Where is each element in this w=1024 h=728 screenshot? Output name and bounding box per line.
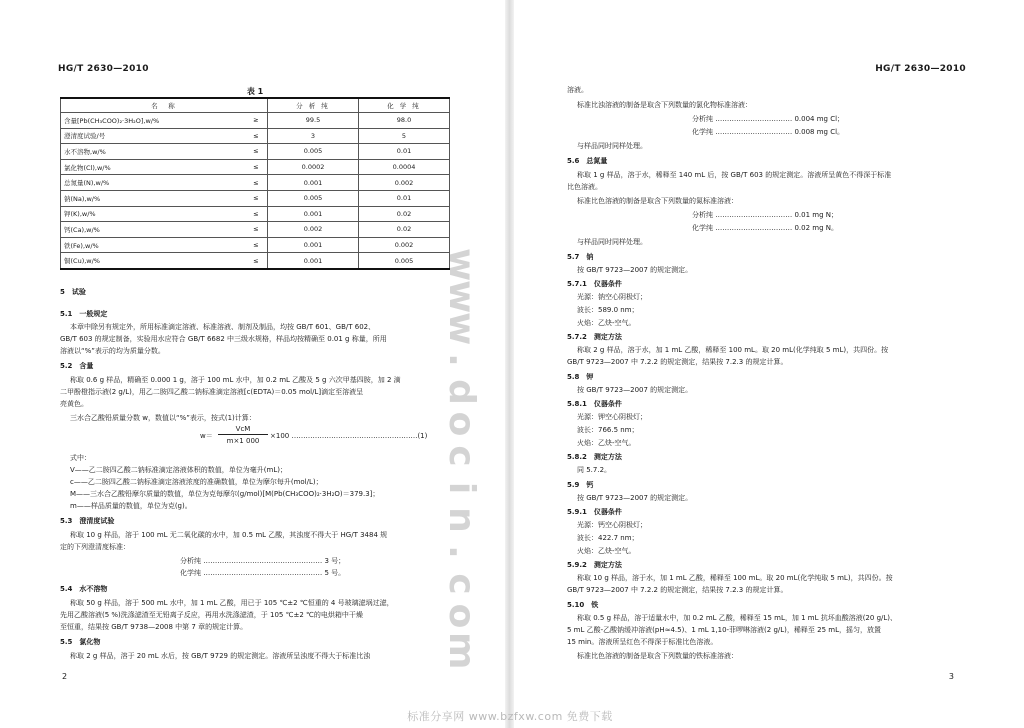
table-cell-ar: 0.002 bbox=[268, 222, 359, 238]
s52-line-2: 二甲酚橙指示液(2 g/L)，用乙二胺四乙酸二钠标准滴定溶液[c(EDTA)＝0.05 mol/L]滴定至溶液呈 bbox=[60, 388, 364, 396]
r-line-1: 溶液。 bbox=[567, 86, 588, 94]
table-cell-name: 钾(K),w/% bbox=[61, 206, 246, 222]
r-line-5: 与样品同时同样处理。 bbox=[577, 142, 647, 150]
section-5-2-title: 5.2 含量 bbox=[60, 362, 94, 370]
formula-lhs: w＝ bbox=[200, 432, 213, 440]
table-cell-operator: ≤ bbox=[245, 144, 268, 160]
table-cell-name: 总氮量(N),w/% bbox=[61, 175, 246, 191]
table-header-row bbox=[61, 98, 450, 113]
table-cell-operator: ≤ bbox=[245, 128, 268, 144]
table-caption: 表 1 bbox=[246, 87, 264, 96]
table-cell-name: 铜(Cu),w/% bbox=[61, 253, 246, 269]
s592-line-2: GB/T 9723—2007 中 7.2.2 的规定测定，结果按 7.2.3 的规定计算。 bbox=[567, 586, 788, 594]
s55-line-1: 称取 2 g 样品，溶于 20 mL 水后，按 GB/T 9729 的规定测定。溶液所呈浊度不得大于标准比浊 bbox=[70, 652, 371, 660]
table-cell-ar: 0.001 bbox=[268, 175, 359, 191]
right-page bbox=[512, 0, 1024, 728]
left-page bbox=[0, 0, 508, 728]
table-cell-cp: 0.002 bbox=[359, 175, 450, 191]
section-5-7-title: 5.7 钠 bbox=[567, 253, 594, 261]
s51-line-1: 本章中除另有规定外，所用标准滴定溶液、标准溶液、制剂及制品，均按 GB/T 601、GB/T 602、 bbox=[70, 323, 376, 331]
table-cell-name: 钠(Na),w/% bbox=[61, 190, 246, 206]
watermark-char: o bbox=[441, 411, 482, 437]
s591-line-2: 波长：422.7 nm； bbox=[577, 534, 639, 542]
formula-tail: ×100 ………………………………………………(1) bbox=[270, 432, 428, 440]
left-page-header: HG/T 2630—2010 bbox=[58, 64, 149, 74]
watermark-char: w bbox=[441, 248, 482, 282]
r-line-2: 标准比浊溶液的制备是取含下列数量的氯化物标准溶液： bbox=[577, 101, 752, 109]
table-row bbox=[61, 237, 450, 253]
column-header-name: 名 称 bbox=[61, 98, 268, 113]
s53-line-1: 称取 10 g 样品，溶于 100 mL 无二氧化碳的水中，加 0.5 mL 乙酸，其浊度不得大于 HG/T 3484 规 bbox=[70, 531, 388, 539]
s572-line-2: GB/T 9723—2007 中 7.2.2 的规定测定，结果按 7.2.3 的规定计算。 bbox=[567, 358, 788, 366]
s510-line-2: 5 mL 乙酸-乙酸钠缓冲溶液(pH≈4.5)、1 mL 1,10-菲啰啉溶液(2 g/L)，稀释至 25 mL，摇匀，放置 bbox=[567, 626, 881, 634]
s571-line-3: 火焰：乙炔-空气。 bbox=[577, 319, 636, 327]
s57-line-1: 按 GB/T 9723—2007 的规定测定。 bbox=[577, 266, 693, 274]
table-cell-name: 氯化物(Cl),w/% bbox=[61, 159, 246, 175]
table-cell-cp: 0.005 bbox=[359, 253, 450, 269]
var-v: V——乙二胺四乙酸二钠标准滴定溶液体积的数值，单位为毫升(mL)； bbox=[70, 466, 287, 474]
table-cell-ar: 0.001 bbox=[268, 237, 359, 253]
table-row bbox=[61, 113, 450, 129]
section-5-8-title: 5.8 钾 bbox=[567, 373, 594, 381]
right-page-header: HG/T 2630—2010 bbox=[875, 64, 966, 74]
watermark-char: n bbox=[441, 507, 482, 533]
watermark-char: . bbox=[441, 545, 482, 559]
s571-line-2: 波长：589.0 nm； bbox=[577, 306, 639, 314]
table-cell-cp: 0.0004 bbox=[359, 159, 450, 175]
section-5-10-title: 5.10 铁 bbox=[567, 601, 599, 609]
table-cell-operator: ≤ bbox=[245, 175, 268, 191]
section-5-9-2-title: 5.9.2 测定方法 bbox=[567, 561, 622, 569]
table-cell-cp: 98.0 bbox=[359, 113, 450, 129]
section-5-title: 5 试验 bbox=[60, 288, 86, 296]
section-5-1-title: 5.1 一般规定 bbox=[60, 310, 108, 318]
table-cell-ar: 0.0002 bbox=[268, 159, 359, 175]
table-row bbox=[61, 253, 450, 269]
s571-line-1: 光源：钠空心阴极灯； bbox=[577, 293, 647, 301]
s591-line-3: 火焰：乙炔-空气。 bbox=[577, 547, 636, 555]
s581-line-1: 光源：钾空心阴极灯； bbox=[577, 413, 647, 421]
s54-line-3: 至恒重，结果按 GB/T 9738—2008 中第 7 章的规定计算。 bbox=[60, 623, 248, 631]
table-cell-operator: ≤ bbox=[245, 190, 268, 206]
s56-ar: 分析纯 …………………………… 0.01 mg N； bbox=[692, 211, 838, 219]
table-cell-cp: 0.01 bbox=[359, 144, 450, 160]
section-5-3-title: 5.3 澄清度试验 bbox=[60, 517, 115, 525]
table-cell-cp: 0.01 bbox=[359, 190, 450, 206]
watermark-char: c bbox=[441, 573, 482, 595]
section-5-6-title: 5.6 总氮量 bbox=[567, 157, 608, 165]
s53-line-2: 定的下列澄清度标准： bbox=[60, 543, 130, 551]
table-cell-operator: ≤ bbox=[245, 159, 268, 175]
s56-line-1: 称取 1 g 样品，溶于水，稀释至 140 mL 后，按 GB/T 603 的规定测定。溶液所呈黄色不得深于标准 bbox=[577, 171, 892, 179]
table-row bbox=[61, 206, 450, 222]
table-cell-operator: ≤ bbox=[245, 253, 268, 269]
docin-watermark bbox=[441, 248, 482, 670]
r-cl-cp: 化学纯 …………………………… 0.008 mg Cl。 bbox=[692, 128, 845, 136]
section-5-9-title: 5.9 钙 bbox=[567, 481, 594, 489]
s582-line-1: 同 5.7.2。 bbox=[577, 466, 612, 474]
table-cell-name: 钙(Ca),w/% bbox=[61, 222, 246, 238]
s53-cp: 化学纯 …………………………………………… 5 号。 bbox=[180, 569, 346, 577]
table-row bbox=[61, 144, 450, 160]
section-5-4-title: 5.4 水不溶物 bbox=[60, 585, 108, 593]
s51-line-3: 溶液以“%”表示的均为质量分数。 bbox=[60, 347, 165, 355]
table-cell-ar: 99.5 bbox=[268, 113, 359, 129]
column-header-ar: 分 析 纯 bbox=[268, 98, 359, 113]
formula-where: 式中： bbox=[70, 454, 91, 462]
s510-line-3: 15 min。溶液所呈红色不得深于标准比色溶液。 bbox=[567, 638, 718, 646]
section-5-8-1-title: 5.8.1 仪器条件 bbox=[567, 400, 622, 408]
s52-line-1: 称取 0.6 g 样品，精确至 0.000 1 g，溶于 100 mL 水中，加 0.2 mL 乙酸及 5 g 六次甲基四胺，加 2 滴 bbox=[70, 376, 401, 384]
formula-numerator: VcM bbox=[218, 424, 268, 435]
table-cell-name: 澄清度试验/号 bbox=[61, 128, 246, 144]
section-5-7-1-title: 5.7.1 仪器条件 bbox=[567, 280, 622, 288]
table-cell-operator: ≤ bbox=[245, 222, 268, 238]
table-cell-operator: ≤ bbox=[245, 206, 268, 222]
r-cl-ar: 分析纯 …………………………… 0.004 mg Cl； bbox=[692, 115, 845, 123]
table-cell-ar: 0.005 bbox=[268, 144, 359, 160]
s572-line-1: 称取 2 g 样品，溶于水，加 1 mL 乙酸，稀释至 100 mL。取 20 mL(化学纯取 5 mL)，共四份。按 bbox=[577, 346, 889, 354]
footer-banner: 标准分享网 www.bzfxw.com 免费下载 bbox=[407, 710, 613, 723]
s58-line-1: 按 GB/T 9723—2007 的规定测定。 bbox=[577, 386, 693, 394]
spec-table bbox=[60, 97, 450, 270]
var-M: M——三水合乙酸铅摩尔质量的数值，单位为克每摩尔(g/mol)[M(Pb(CH₃COO)₂·3H₂O)＝379.3]； bbox=[70, 490, 380, 498]
section-5-8-2-title: 5.8.2 测定方法 bbox=[567, 453, 622, 461]
table-cell-ar: 0.005 bbox=[268, 190, 359, 206]
s592-line-1: 称取 10 g 样品，溶于水，加 1 mL 乙酸，稀释至 100 mL。取 20 mL(化学纯取 5 mL)，共四份。按 bbox=[577, 574, 893, 582]
left-page-number: 2 bbox=[62, 672, 68, 681]
s54-line-2: 先用乙酸溶液(5 %)洗涤滤渣至无铅离子反应，再用水洗涤滤渣，于 105 ℃±2 ℃的电烘箱中干燥 bbox=[60, 611, 363, 619]
table-row bbox=[61, 222, 450, 238]
section-5-5-title: 5.5 氯化物 bbox=[60, 638, 101, 646]
s56-line-2: 比色溶液。 bbox=[567, 183, 602, 191]
table-cell-ar: 0.001 bbox=[268, 253, 359, 269]
s51-line-2: GB/T 603 的规定制备，实验用水应符合 GB/T 6682 中三级水规格，样品均按精确至 0.01 g 称量，所用 bbox=[60, 335, 387, 343]
table-row bbox=[61, 190, 450, 206]
watermark-char: w bbox=[441, 280, 482, 314]
s510-line-4: 标准比色溶液的制备是取含下列数量的铁标准溶液： bbox=[577, 652, 738, 660]
table-row bbox=[61, 128, 450, 144]
var-c: c——乙二胺四乙酸二钠标准滴定溶液浓度的准确数值，单位为摩尔每升(mol/L)； bbox=[70, 478, 323, 486]
table-cell-name: 铁(Fe),w/% bbox=[61, 237, 246, 253]
section-5-9-1-title: 5.9.1 仪器条件 bbox=[567, 508, 622, 516]
watermark-char: i bbox=[441, 481, 482, 495]
formula-denominator: m×1 000 bbox=[226, 437, 260, 445]
var-m: m——样品质量的数值，单位为克(g)。 bbox=[70, 502, 192, 510]
s52-line-4: 三水合乙酸铅质量分数 w，数值以“%”表示，按式(1)计算： bbox=[70, 414, 256, 422]
table-cell-operator: ≤ bbox=[245, 237, 268, 253]
s591-line-1: 光源：钙空心阴极灯； bbox=[577, 521, 647, 529]
watermark-char: o bbox=[441, 603, 482, 629]
s56-cp: 化学纯 …………………………… 0.02 mg N。 bbox=[692, 224, 838, 232]
watermark-char: . bbox=[441, 353, 482, 367]
watermark-char: w bbox=[441, 312, 482, 346]
watermark-char: c bbox=[441, 445, 482, 467]
s581-line-2: 波长：766.5 nm； bbox=[577, 426, 639, 434]
right-page-number: 3 bbox=[948, 672, 954, 681]
table-cell-cp: 0.02 bbox=[359, 222, 450, 238]
table-cell-ar: 0.001 bbox=[268, 206, 359, 222]
table-cell-cp: 0.002 bbox=[359, 237, 450, 253]
column-header-cp: 化 学 纯 bbox=[359, 98, 450, 113]
section-5-7-2-title: 5.7.2 测定方法 bbox=[567, 333, 622, 341]
table-row bbox=[61, 159, 450, 175]
s54-line-1: 称取 50 g 样品，溶于 500 mL 水中，加 1 mL 乙酸，用已于 105 ℃±2 ℃恒重的 4 号玻璃滤埚过滤， bbox=[70, 599, 394, 607]
s56-line-3: 标准比色溶液的制备是取含下列数量的氮标准溶液： bbox=[577, 197, 738, 205]
table-row bbox=[61, 175, 450, 191]
watermark-char: m bbox=[441, 632, 482, 670]
table-cell-cp: 0.02 bbox=[359, 206, 450, 222]
s52-line-3: 亮黄色。 bbox=[60, 400, 88, 408]
table-cell-operator: ≥ bbox=[245, 113, 268, 129]
s510-line-1: 称取 0.5 g 样品，溶于适量水中，加 0.2 mL 乙酸，稀释至 15 mL，加 1 mL 抗坏血酸溶液(20 g/L)、 bbox=[577, 614, 897, 622]
table-cell-ar: 3 bbox=[268, 128, 359, 144]
s56-line-4: 与样品同时同样处理。 bbox=[577, 238, 647, 246]
s53-ar: 分析纯 …………………………………………… 3 号； bbox=[180, 557, 346, 565]
table-cell-name: 水不溶物,w/% bbox=[61, 144, 246, 160]
s59-line-1: 按 GB/T 9723—2007 的规定测定。 bbox=[577, 494, 693, 502]
s581-line-3: 火焰：乙炔-空气。 bbox=[577, 439, 636, 447]
watermark-char: d bbox=[441, 379, 482, 405]
table-cell-name: 含量[Pb(CH₃COO)₂·3H₂O],w/% bbox=[61, 113, 246, 129]
table-cell-cp: 5 bbox=[359, 128, 450, 144]
